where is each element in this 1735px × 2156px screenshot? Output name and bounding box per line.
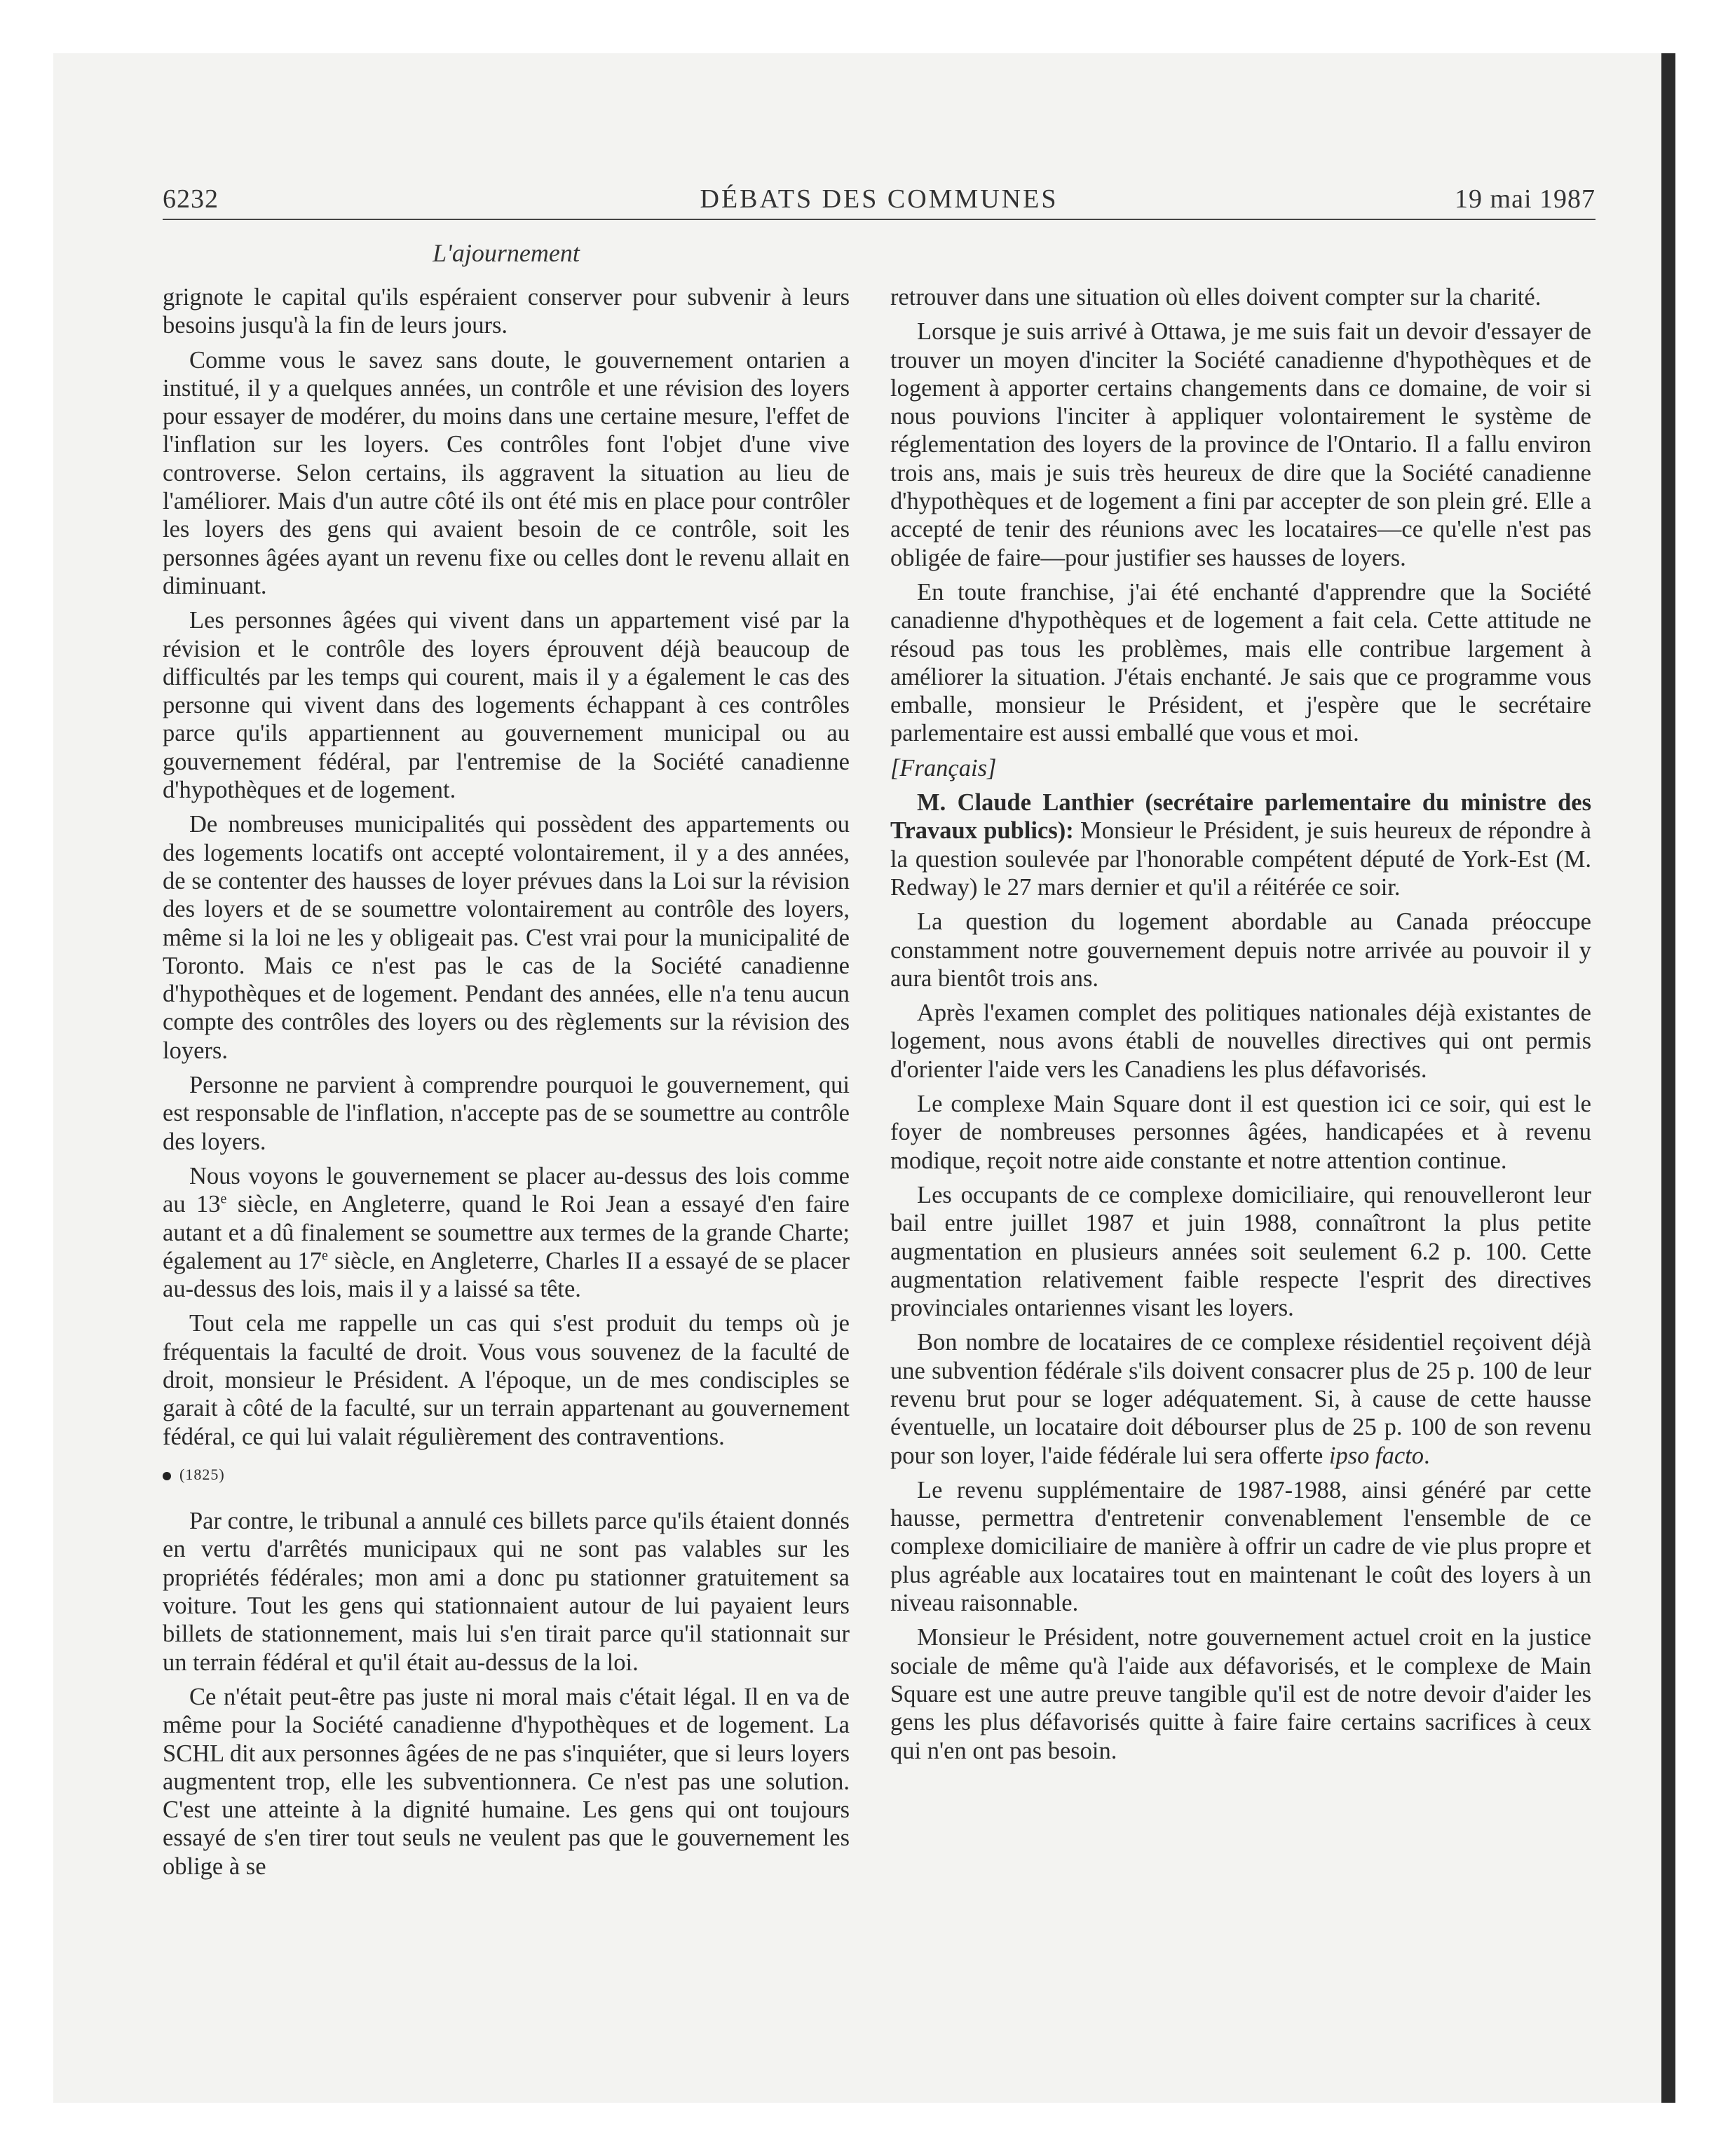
header-rule — [163, 219, 1595, 220]
paragraph: Après l'examen complet des politiques nationales déjà existantes de logement, nous avons établi de nouvelles directives qui ont permis d'orienter l'aide vers les Canadiens les plus défavorisés. — [890, 999, 1591, 1083]
paragraph: Le revenu supplémentaire de 1987-1988, ainsi généré par cette hausse, permettra d'entretenir convenablement l'ensemble de ce complexe domiciliaire de manière à offrir un cadre de vie plus propre et plus agréable aux locataires tout en maintenant le coût des loyers à un niveau raisonnable. — [890, 1476, 1591, 1617]
paragraph: Ce n'était peut-être pas juste ni moral mais c'était légal. Il en va de même pour la Société canadienne d'hypothèques et de logement. La SCHL dit aux personnes âgées de ne pas s'inquiéter, que si leurs loyers augmentent trop, elle les subventionnera. Ce n'est pas une solution. C'est une atteinte à la dignité humaine. Les gens qui ont toujours essayé de s'en tirer tout seuls ne veulent pas que le gouvernement les oblige à se — [163, 1683, 850, 1880]
text-run: Nous voyons le gouvernement se placer au-dessus des lois comme au 13 — [163, 1162, 850, 1218]
paragraph: La question du logement abordable au Canada préoccupe constamment notre gouvernement depuis notre arrivée au pouvoir il y aura bientôt trois ans. — [890, 908, 1591, 992]
page-edge-shadow — [1661, 53, 1675, 2103]
paragraph: En toute franchise, j'ai été enchanté d'apprendre que la Société canadienne d'hypothèques et de logement a fait cela. Cette attitude ne résoud pas tous les problèmes, mais elle contribue largement à améliorer la situation. J'étais enchanté. Je sais que ce programme vous emballe, monsieur le Président, et j'espère que le secrétaire parlementaire est aussi emballé que vous et moi. — [890, 578, 1591, 747]
superscript: e — [322, 1248, 328, 1264]
text-run: Monsieur le Président, je suis heureux de répondre à la question soulevée par l'honorable compétent député de York-Est (M. Redway) le 27 mars dernier et qu'il a réitérée ce soir. — [890, 817, 1591, 901]
speaker-name: M. Claude Lanthier (secrétaire parlementaire du ministre des Travaux publics): — [890, 789, 1591, 845]
paragraph: De nombreuses municipalités qui possèdent des appartements ou des logements locatifs ont accepté volontairement, il y a des années, de se contenter des hausses de loyer prévues dans la Loi sur la révision des loyers et de se soumettre volontairement au contrôle des loyers, même si la loi ne les y obligeait pas. C'est vrai pour la municipalité de Toronto. Mais ce n'est pas le cas de la Société canadienne d'hypothèques et de logement. Pendant des années, elle n'a tenu aucun compte des contrôles des loyers ou des règlements sur la révision des loyers. — [163, 811, 850, 1064]
language-tag: [Français] — [890, 754, 997, 782]
running-header — [163, 184, 1595, 219]
left-column — [163, 283, 850, 1887]
time-marker-label: (1825) — [179, 1465, 225, 1483]
paragraph: Personne ne parvient à comprendre pourquoi le gouvernement, qui est responsable de l'inflation, n'accepte pas de se soumettre au contrôle des loyers. — [163, 1072, 850, 1155]
paragraph — [163, 1162, 850, 1303]
header-date: 19 mai 1987 — [1455, 184, 1595, 214]
paragraph: Comme vous le savez sans doute, le gouvernement ontarien a institué, il y a quelques années, un contrôle et une révision des loyers pour essayer de modérer, du moins dans une certaine mesure, l'effet de l'inflation sur les loyers. Ces contrôles font l'objet d'une vive controverse. Selon certains, ils aggravent la situation au lieu de l'améliorer. Mais d'un autre côté ils ont été mis en place pour contrôler les loyers des gens qui avaient besoin de ce contrôle, soit les personnes âgées ayant un revenu fixe ou celles dont le revenu allait en diminuant. — [163, 346, 850, 599]
paragraph: Les personnes âgées qui vivent dans un appartement visé par la révision et le contrôle des loyers éprouvent déjà beaucoup de difficultés par les temps qui courent, mais il y a également le cas des personne qui vivent dans des logements échappant à ces contrôles parce qu'ils appartiennent au gouvernement municipal ou au gouvernement fédéral, par l'entremise de la Société canadienne d'hypothèques et de logement. — [163, 607, 850, 804]
bullet-dot-icon — [163, 1472, 171, 1480]
paragraph: Tout cela me rappelle un cas qui s'est produit du temps où je fréquentais la faculté de droit. Vous vous souvenez de la faculté de droit, monsieur le Président. A l'époque, un de mes condisciples se garait à côté de la faculté, sur un terrain appartenant au gouvernement fédéral, ce qui lui valait régulièrement des contraventions. — [163, 1310, 850, 1450]
section-title: L'ajournement — [433, 239, 580, 267]
text-run: siècle, en Angleterre, Charles II a essayé de se placer au-dessus des lois, mais il y a laissé sa tête. — [163, 1247, 850, 1303]
paragraph: Par contre, le tribunal a annulé ces billets parce qu'ils étaient donnés en vertu d'arrêtés municipaux qui ne sont pas valables sur les propriétés fédérales; mon ami a donc pu stationner gratuitement sa voiture. Tout les gens qui stationnaient autour de lui payaient leurs billets de stationnement, mais lui s'en tirait parce qu'il stationnait sur un terrain fédéral et qu'il était au-dessus de la loi. — [163, 1508, 850, 1676]
time-marker — [163, 1461, 850, 1489]
text-run: Bon nombre de locataires de ce complexe résidentiel reçoivent déjà une subvention fédérale s'ils doivent consacrer plus de 25 p. 100 de leur revenu brut pour se loger adéquatement. Si, à cause de cette hausse éventuelle, un locataire doit débourser plus de 25 p. 100 de son revenu pour son loyer, l'aide fédérale lui sera offerte — [890, 1329, 1591, 1469]
paragraph: grignote le capital qu'ils espéraient conserver pour subvenir à leurs besoins jusqu'à la fin de leurs jours. — [163, 284, 850, 339]
text-run: . — [1424, 1442, 1430, 1469]
paragraph: retrouver dans une situation où elles doivent compter sur la charité. — [890, 284, 1542, 311]
paragraph: Monsieur le Président, notre gouvernement actuel croit en la justice sociale de même qu'à l'aide aux défavorisés, et le complexe de Main Square est une autre preuve tangible qu'il est de notre devoir d'aider les gens les plus défavorisés quitte à faire faire certains sacrifices à ceux qui n'en ont pas besoin. — [890, 1624, 1591, 1764]
publication-title: DÉBATS DES COMMUNES — [700, 184, 1059, 214]
paragraph: Le complexe Main Square dont il est question ici ce soir, qui est le foyer de nombreuses personnes âgées, handicapées et à revenu modique, reçoit notre aide constante et notre attention continue. — [890, 1091, 1591, 1174]
italic-term: ipso facto — [1328, 1442, 1424, 1469]
paragraph: Lorsque je suis arrivé à Ottawa, je me suis fait un devoir d'essayer de trouver un moyen d'inciter la Société canadienne d'hypothèques et de logement à apporter certains changements dans ce domaine, de voir si nous pouvions l'inciter à appliquer volontairement le système de réglementation des loyers de la province de l'Ontario. Il a fallu environ trois ans, mais je suis très heureux de dire que la Société canadienne d'hypothèques et de logement a fini par accepter de son plein gré. Elle a accepté de tenir des réunions avec les locataires—ce qu'elle n'est pas obligée de faire—pour justifier ses hausses de loyers. — [890, 318, 1591, 571]
right-column — [890, 283, 1591, 1771]
paragraph: Les occupants de ce complexe domiciliaire, qui renouvelleront leur bail entre juillet 1987 et juin 1988, connaîtront la plus petite augmentation en plusieurs années soit seulement 6.2 p. 100. Cette augmentation relativement faible respecte l'esprit des directives provinciales ontariennes visant les loyers. — [890, 1181, 1591, 1322]
text-run: siècle, en Angleterre, quand le Roi Jean a essayé d'en faire autant et a dû finalement se soumettre aux termes de la grande Charte; également au 17 — [163, 1191, 850, 1274]
paragraph — [890, 1328, 1591, 1469]
speaker-paragraph — [890, 789, 1591, 901]
page-number: 6232 — [163, 184, 219, 214]
superscript: e — [220, 1191, 227, 1207]
